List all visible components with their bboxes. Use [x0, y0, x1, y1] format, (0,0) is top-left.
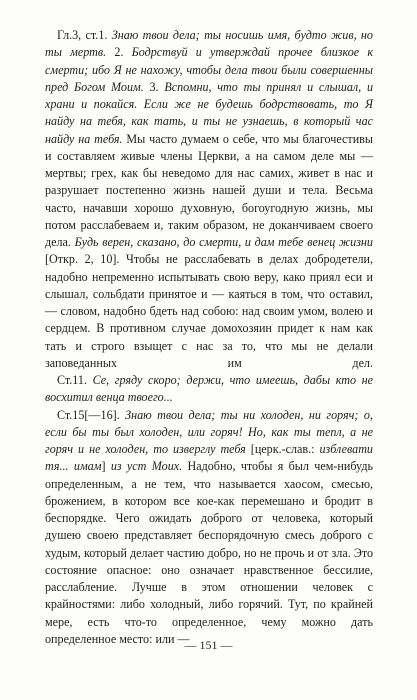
text-segment: Вспомни, что ты принял и слышал, и храни и покайся. Если же не будешь бодрствовать, то Я найду на тебя, как тать, и ты не узнаешь, в который час найду на тебя. — [45, 79, 373, 146]
text-segment: Надобно, чтобы я был чем-нибудь определенным, а не тем, что называется хаосом, смесью, брожением, в котором все кое-как перемешано и бродит в беспорядке. Чего ожидать доброго от человека, который душею своею представляет беспорядочную смесь доброго с худым, который делает частию добро, но не прочь и от зла. Это состояние опасное: оно означает нравственное бессилие, расслабление. Лучше в этом отношении человек с крайностями: либо холодный, либо горячий. Тут, по крайней мере, есть что-то определенное, чему можно дать определенное место: или — — [45, 459, 373, 646]
text-segment: Ст.11. — [57, 373, 93, 387]
text-segment: Мы часто думаем о себе, что мы благочестивы и составляем живые члены Церкви, а на самом деле мы — мертвы; грех, как бы неведомо для нас самих, живет в нас и разрушает постепенно жизнь нашей души и тела. Весьма часто, начавши хорошо духовную, богоугодную жизнь, мы потом расслабеваем и, таким образом, не доканчиваем своего дела. — [45, 131, 374, 249]
text-segment: 2. — [106, 45, 132, 60]
text-segment: Будь верен, сказано, до смерти, и дам тебе венец жизни — [74, 235, 373, 249]
text-segment: изблевати тя... имам — [45, 442, 373, 474]
page-body-text — [45, 27, 373, 648]
text-segment: Бодрствуй и утверждай прочее близкое к смерти; ибо Я не нахожу, чтобы дела твои были совершенны пред Богом Моим. — [45, 45, 373, 94]
paragraph — [45, 27, 373, 372]
text-segment: из уст Моих. — [110, 459, 183, 474]
text-segment: [церк.-слав.: — [245, 442, 320, 456]
paragraph — [45, 372, 373, 407]
text-segment: [Откр. 2, 10]. Чтобы не расслабевать в делах добродетели, надобно непременно испытывать свою веру, како приял еси и слышал, сольбдати принятое и — каяться в том, что оставил, — словом, надобно бдеть над собою: над своим умом, волею и сердцем. В противном случае домохозяин придет к нам как тать и строго взыщет с нас за то, что мы не делали заповеданных им дел. — [45, 252, 373, 370]
text-segment: 3. — [143, 79, 165, 94]
page-number: — 151 — — [184, 638, 233, 652]
text-segment: ] — [101, 459, 111, 474]
text-segment: Гл.3, ст.1. — [57, 28, 112, 42]
text-segment: Знаю твои дела; ты носишь имя, будто жив, но ты мертв. — [45, 28, 373, 60]
text-segment: Ст.15[—16]. — [57, 407, 126, 422]
paragraph — [45, 407, 373, 649]
text-segment: Знаю твои дела; ты ни холоден, ни горяч; о, если бы ты был холоден, или горяч! Но, как ты тепл, а не горяч и не холоден, то изверглу тебя — [45, 407, 373, 456]
text-segment: Се, гряду скоро; держи, что имеешь, дабы кто не восхитил венца твоего... — [45, 373, 373, 405]
